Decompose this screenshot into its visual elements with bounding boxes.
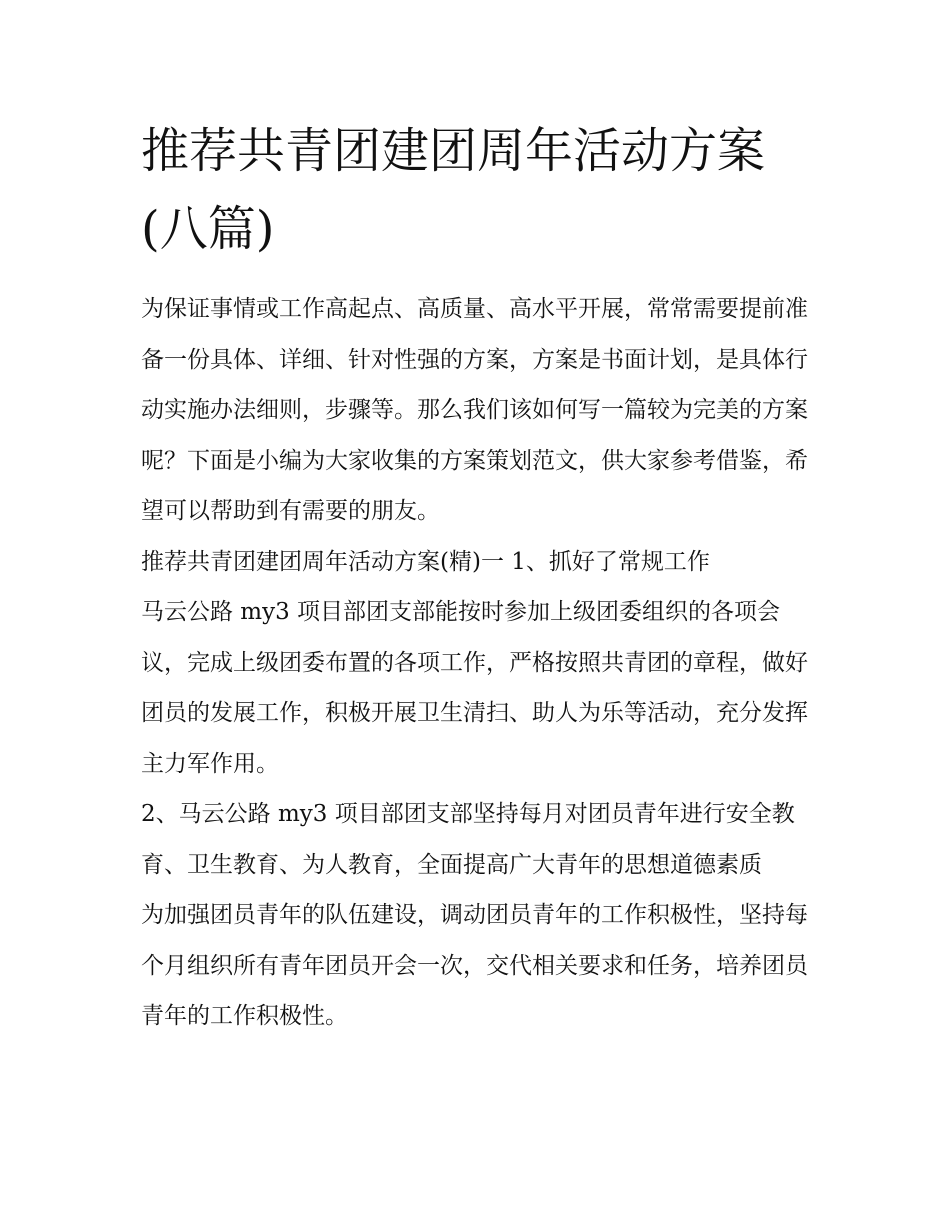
intro-paragraph: 为保证事情或工作高起点、高质量、高水平开展，常常需要提前准备一份具体、详细、针对性强的方案，方案是书面计划，是具体行动实施办法细则，步骤等。那么我们该如何写一篇较为完美的方案呢？下面是小编为大家收集的方案策划范文，供大家参考借鉴，希望可以帮助到有需要的朋友。 bbox=[141, 296, 808, 524]
document-body bbox=[141, 112, 821, 1042]
body-paragraph: 为加强团员青年的队伍建设，调动团员青年的工作积极性，坚持每个月组织所有青年团员开会一次，交代相关要求和任务，培养团员青年的工作积极性。 bbox=[141, 902, 808, 1029]
document-title: 推荐共青团建团周年活动方案(八篇) bbox=[141, 123, 766, 257]
body-paragraph: 马云公路 my3 项目部团支部能按时参加上级团委组织的各项会议，完成上级团委布置的各项工作，严格按照共青团的章程，做好团员的发展工作，积极开展卫生清扫、助人为乐等活动，充分发挥主力军作用。 bbox=[141, 599, 808, 777]
body-paragraph: 2、马云公路 my3 项目部团支部坚持每月对团员青年进行安全教育、卫生教育、为人教育，全面提高广大青年的思想道德素质 bbox=[141, 801, 795, 878]
section-heading-paragraph: 推荐共青团建团周年活动方案(精)一 1、抓好了常规工作 bbox=[141, 548, 710, 575]
